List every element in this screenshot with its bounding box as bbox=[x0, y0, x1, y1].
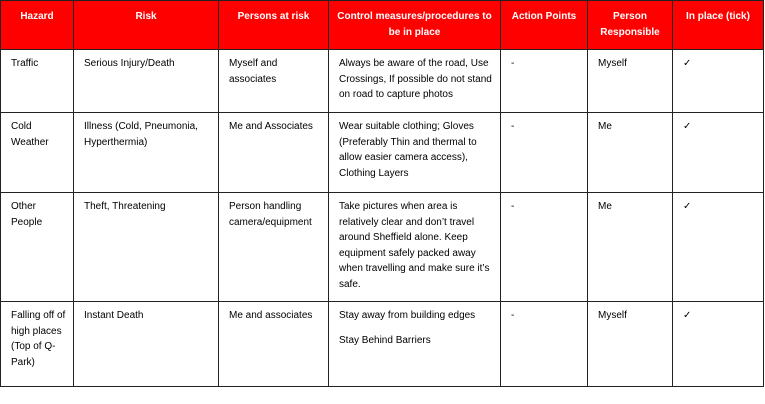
header-control-measures: Control measures/procedures to be in place bbox=[329, 1, 501, 50]
cell-responsible: Myself bbox=[588, 50, 673, 113]
cell-control bbox=[329, 193, 501, 302]
cell-risk: Illness (Cold, Pneumonia, Hyperthermia) bbox=[74, 113, 219, 193]
cell-responsible: Me bbox=[588, 113, 673, 193]
cell-risk: Theft, Threatening bbox=[74, 193, 219, 302]
control-line: Wear suitable clothing; Gloves (Preferably Thin and thermal to allow easier camera access), Clothing Layers bbox=[339, 121, 477, 179]
header-row bbox=[1, 1, 764, 50]
cell-control bbox=[329, 302, 501, 387]
cell-persons: Person handling camera/equipment bbox=[219, 193, 329, 302]
cell-responsible: Myself bbox=[588, 302, 673, 387]
cell-action-points: - bbox=[501, 113, 588, 193]
table-row bbox=[1, 193, 764, 302]
cell-control bbox=[329, 113, 501, 193]
cell-risk: Instant Death bbox=[74, 302, 219, 387]
header-action-points: Action Points bbox=[501, 1, 588, 50]
tick-icon: ✓ bbox=[673, 193, 764, 302]
header-risk: Risk bbox=[74, 1, 219, 50]
tick-icon: ✓ bbox=[673, 302, 764, 387]
table-row bbox=[1, 50, 764, 113]
control-line: Take pictures when area is relatively clear and don’t travel around Sheffield alone. Keep equipment safely packed away when travelling and make sure it’s safe. bbox=[339, 201, 490, 290]
control-line: Always be aware of the road, Use Crossings, If possible do not stand on road to capture photos bbox=[339, 58, 492, 100]
cell-persons: Me and Associates bbox=[219, 113, 329, 193]
cell-risk: Serious Injury/Death bbox=[74, 50, 219, 113]
cell-control bbox=[329, 50, 501, 113]
cell-hazard: Cold Weather bbox=[1, 113, 74, 193]
header-in-place: In place (tick) bbox=[673, 1, 764, 50]
cell-hazard: Falling off of high places (Top of Q-Park) bbox=[1, 302, 74, 387]
control-line: Stay Behind Barriers bbox=[339, 334, 431, 346]
header-person-responsible: Person Responsible bbox=[588, 1, 673, 50]
cell-persons: Me and associates bbox=[219, 302, 329, 387]
table-row bbox=[1, 113, 764, 193]
control-line: Stay away from building edges bbox=[339, 310, 476, 321]
cell-action-points: - bbox=[501, 50, 588, 113]
cell-persons: Myself and associates bbox=[219, 50, 329, 113]
cell-hazard: Traffic bbox=[1, 50, 74, 113]
tick-icon: ✓ bbox=[673, 50, 764, 113]
table-row bbox=[1, 302, 764, 387]
cell-responsible: Me bbox=[588, 193, 673, 302]
header-persons-at-risk: Persons at risk bbox=[219, 1, 329, 50]
tick-icon: ✓ bbox=[673, 113, 764, 193]
cell-hazard: Other People bbox=[1, 193, 74, 302]
cell-action-points: - bbox=[501, 302, 588, 387]
header-hazard: Hazard bbox=[1, 1, 74, 50]
cell-action-points: - bbox=[501, 193, 588, 302]
